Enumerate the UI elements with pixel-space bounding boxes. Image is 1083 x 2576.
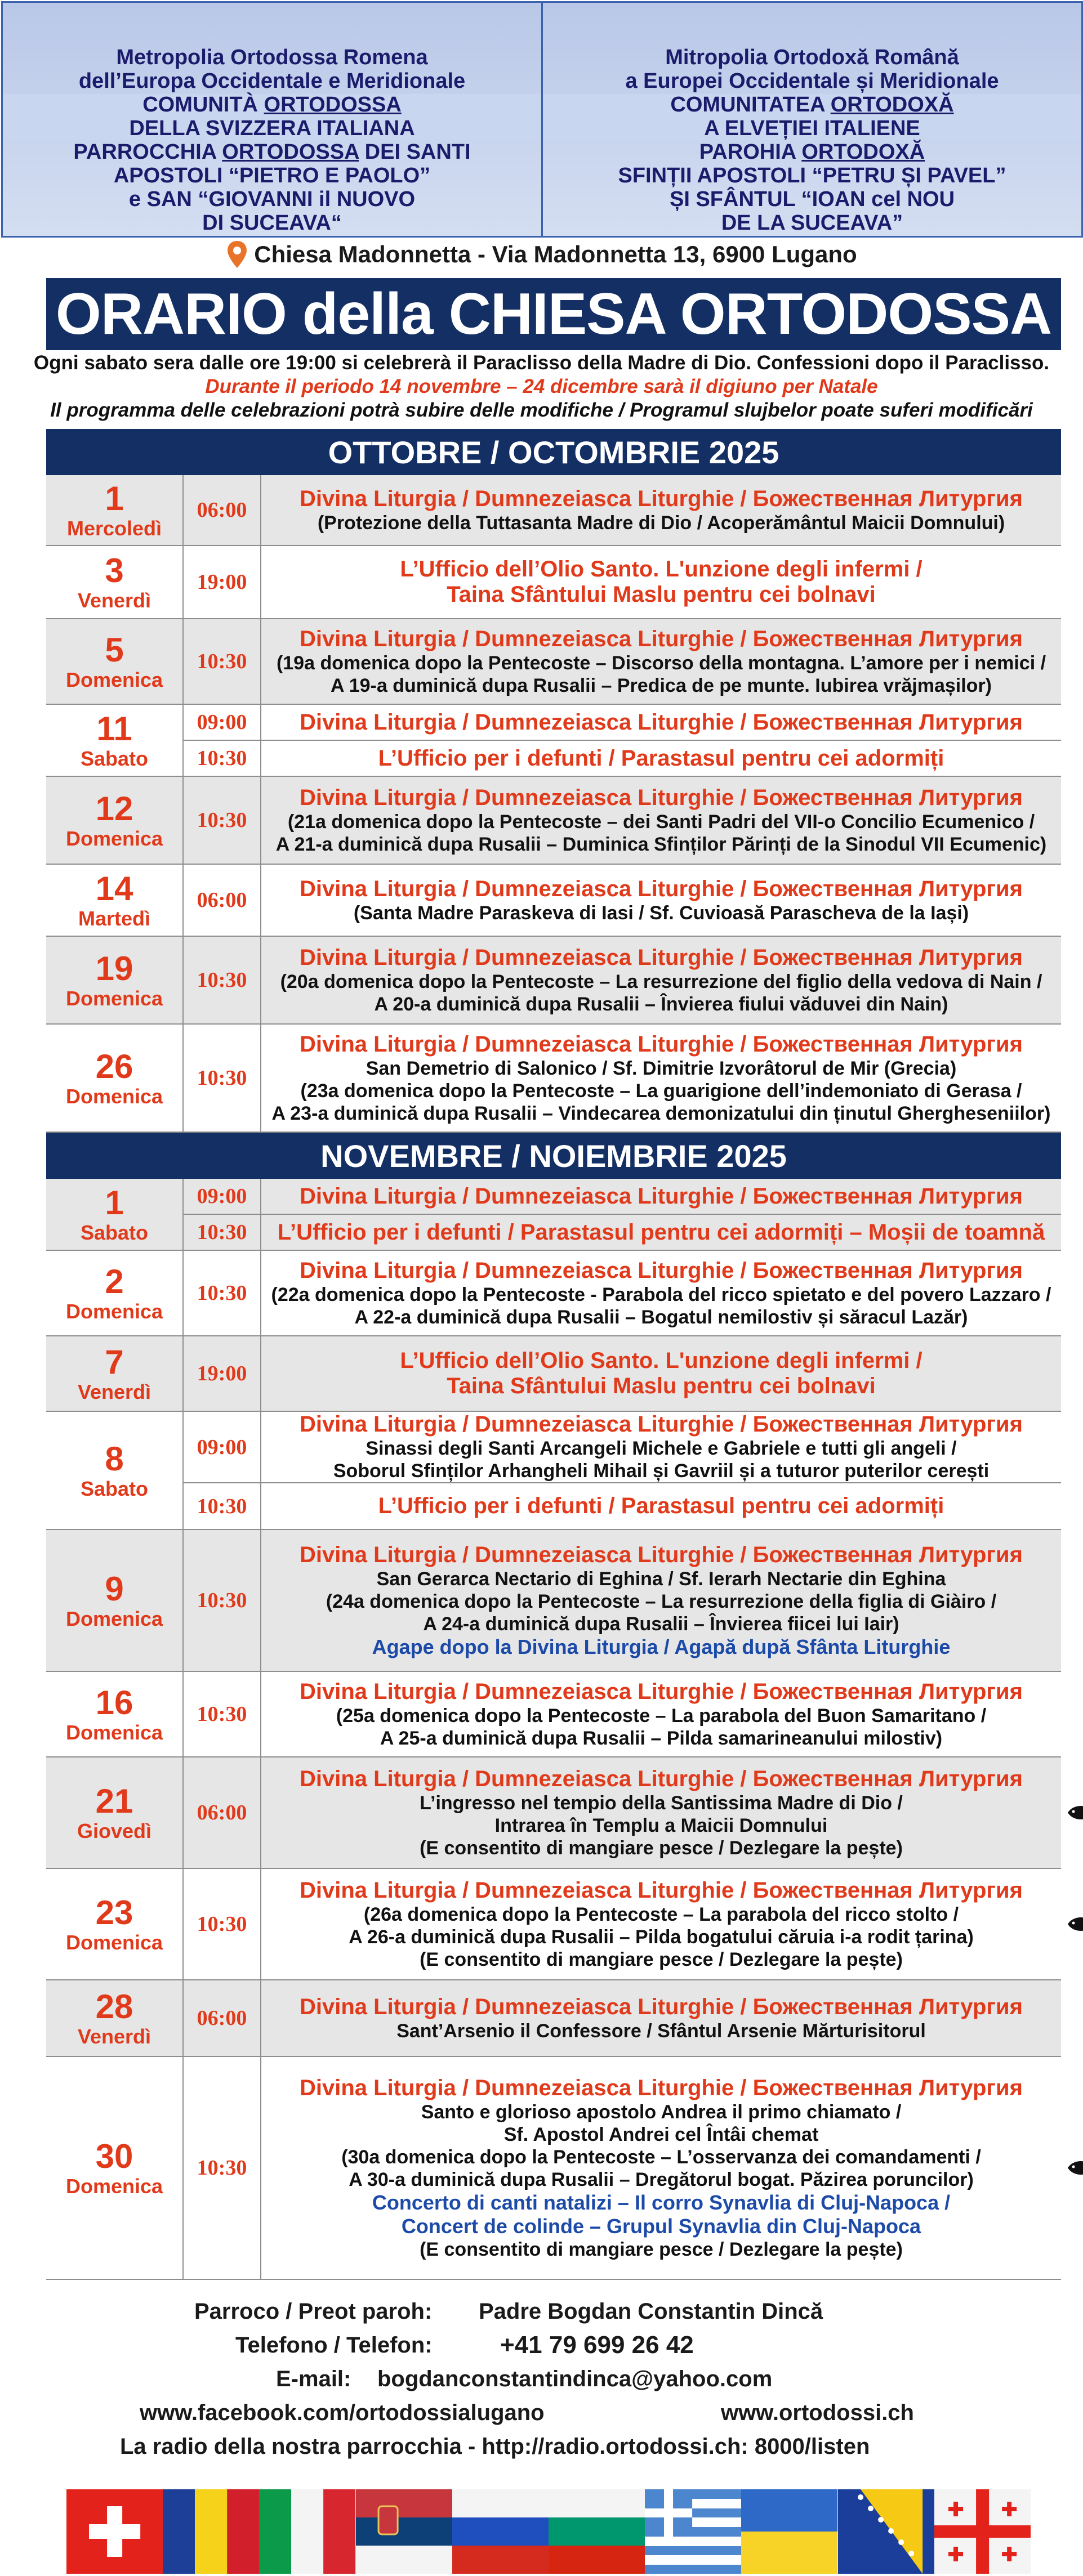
service-description <box>261 619 1061 704</box>
service-row <box>184 1980 1061 2056</box>
date-cell <box>46 865 184 936</box>
service-row <box>184 777 1061 864</box>
service-line: San Gerarca Nectario di Eghina / Sf. Ierarh Nectarie din Eghina <box>376 1568 946 1590</box>
header-line <box>543 140 1081 164</box>
services-cell <box>184 1179 1061 1250</box>
header-line <box>3 93 541 117</box>
service-row <box>184 1412 1061 1482</box>
service-line: A 23-a duminică dupa Rusalii – Vindecarea demonizatului din ținutul Ghergheseniilor) <box>271 1102 1051 1124</box>
day-number: 21 <box>95 1782 133 1820</box>
header-underlined: ORTODOSSA <box>264 93 402 117</box>
weekday-name: Domenica <box>65 827 163 850</box>
services-cell <box>184 475 1061 545</box>
service-description <box>261 1251 1061 1335</box>
priest-label: Parroco / Preot paroh: <box>194 2299 433 2324</box>
day-row <box>46 777 1061 865</box>
service-description <box>261 705 1061 740</box>
service-description <box>261 937 1061 1023</box>
service-time: 10:30 <box>184 619 261 704</box>
day-number: 19 <box>95 950 133 987</box>
weekday-name: Sabato <box>80 1477 149 1500</box>
weekday-name: Mercoledì <box>66 517 162 540</box>
day-number: 30 <box>95 2137 133 2175</box>
service-time: 10:30 <box>184 937 261 1023</box>
date-cell <box>46 1530 184 1671</box>
service-line: (24a domenica dopo la Pentecoste – La resurrezione della figlia di Giàiro / <box>326 1590 997 1612</box>
fish-icon <box>1066 1914 1083 1937</box>
day-row <box>46 1757 1061 1869</box>
header-line: Mitropolia Ortodoxă Română <box>665 46 959 69</box>
note-paraclisso: Ogni sabato sera dalle ore 19:00 si celebrerà il Paraclisso della Madre di Dio. Confessioni dopo il Paraclisso. <box>33 352 1050 374</box>
services-cell <box>184 1530 1061 1671</box>
services-cell <box>184 1757 1061 1868</box>
email-label: E-mail: <box>276 2367 351 2391</box>
service-time: 09:00 <box>184 705 261 740</box>
date-cell <box>46 1869 184 1979</box>
header-line: DI SUCEAVA“ <box>202 211 342 235</box>
service-line: Agape dopo la Divina Liturgia / Agapă după Sfânta Liturghie <box>372 1635 951 1658</box>
services-cell <box>184 2057 1061 2279</box>
services-cell <box>184 705 1061 776</box>
header-text: COMUNITATEA <box>670 93 831 117</box>
date-cell <box>46 546 184 618</box>
serbia-flag <box>356 2489 452 2574</box>
weekday-name: Martedì <box>78 907 151 930</box>
services-cell <box>184 1025 1061 1132</box>
service-line: A 19-a duminică dupa Rusalii – Predica de pe munte. Iubirea vrăjmașilor) <box>331 674 992 696</box>
day-number: 14 <box>95 870 133 907</box>
services-cell <box>184 1251 1061 1335</box>
service-time: 09:00 <box>184 1179 261 1214</box>
services-cell <box>184 937 1061 1023</box>
service-line: Divina Liturgia / Dumnezeiasca Liturghie / Божественная Литургия <box>300 876 1023 901</box>
header-line: Metropolia Ortodossa Romena <box>116 46 428 69</box>
day-number: 8 <box>105 1440 124 1478</box>
day-row <box>46 1336 1061 1412</box>
service-row <box>184 705 1061 740</box>
weekday-name: Domenica <box>65 1607 163 1630</box>
services-cell <box>184 619 1061 704</box>
georgia-flag <box>934 2489 1031 2574</box>
parish-header <box>1 1 1083 238</box>
service-line: Divina Liturgia / Dumnezeiasca Liturghie / Божественная Литургия <box>300 1877 1023 1903</box>
header-line: e SAN “GIOVANNI il NUOVO <box>128 187 416 211</box>
service-line: Sf. Apostol Andrei cel Întâi chemat <box>503 2123 819 2145</box>
service-description <box>261 777 1061 864</box>
service-line: A 30-a duminică dupa Rusalii – Dregătorul bogat. Păzirea poruncilor) <box>349 2168 974 2190</box>
service-line: Intrarea în Templu a Maicii Domnului <box>494 1814 828 1836</box>
service-line: Divina Liturgia / Dumnezeiasca Liturghie / Божественная Литургия <box>300 945 1023 970</box>
day-row <box>46 619 1061 705</box>
services-cell <box>184 546 1061 618</box>
month-header: NOVEMBRE / NOIEMBRIE 2025 <box>46 1133 1061 1179</box>
services-cell <box>184 1869 1061 1979</box>
service-line: Divina Liturgia / Dumnezeiasca Liturghie / Божественная Литургия <box>300 1679 1023 1704</box>
service-line: Divina Liturgia / Dumnezeiasca Liturghie / Божественная Литургия <box>300 1766 1023 1791</box>
service-line: (22a domenica dopo la Pentecoste - Parabola del ricco spietato e del povero Lazzaro / <box>271 1283 1051 1305</box>
weekday-name: Domenica <box>65 1721 163 1744</box>
header-line: ȘI SFÂNTUL “IOAN cel NOU <box>669 187 955 211</box>
day-number: 5 <box>105 631 124 669</box>
service-line: L’ingresso nel tempio della Santissima Madre di Dio / <box>420 1792 903 1814</box>
day-number: 11 <box>96 710 132 748</box>
day-row <box>46 1251 1061 1336</box>
service-line: Taina Sfântului Maslu pentru cei bolnavi <box>447 1374 876 1398</box>
page-title: ORARIO della CHIESA ORTODOSSA <box>46 278 1061 350</box>
date-cell <box>46 705 184 776</box>
weekday-name: Venerdì <box>77 1380 151 1403</box>
month-header: OTTOBRE / OCTOMBRIE 2025 <box>46 429 1061 475</box>
header-line: SFINȚII APOSTOLI “PETRU ȘI PAVEL” <box>618 164 1006 187</box>
header-line: dell’Europa Occidentale e Meridionale <box>78 69 466 93</box>
service-time: 09:00 <box>184 1412 261 1482</box>
day-number: 2 <box>105 1263 124 1300</box>
header-line: a Europei Occidentale și Meridionale <box>625 69 999 93</box>
service-line: Divina Liturgia / Dumnezeiasca Liturghie / Божественная Литургия <box>300 2075 1023 2100</box>
service-time: 10:30 <box>184 777 261 864</box>
radio-link[interactable]: La radio della nostra parrocchia - http://radio.ortodossi.ch: 8000/listen <box>120 2434 870 2459</box>
service-description <box>261 475 1061 545</box>
date-cell <box>46 1251 184 1335</box>
date-cell <box>46 1757 184 1868</box>
bulgaria-flag <box>549 2489 645 2574</box>
day-number: 23 <box>95 1894 133 1931</box>
date-cell <box>46 619 184 704</box>
phone-label: Telefono / Telefon: <box>235 2333 433 2358</box>
header-text: COMUNITÀ <box>142 93 264 117</box>
switzerland-flag <box>66 2489 163 2574</box>
service-line: L’Ufficio dell’Olio Santo. L'unzione degli infermi / <box>400 557 922 582</box>
date-cell <box>46 1980 184 2056</box>
service-description <box>261 865 1061 936</box>
service-line: Divina Liturgia / Dumnezeiasca Liturghie / Божественная Литургия <box>300 709 1023 735</box>
service-line: L’Ufficio per i defunti / Parastasul pentru cei adormiți <box>378 1493 944 1518</box>
service-time: 06:00 <box>184 1757 261 1868</box>
schedule-notes <box>0 351 1083 422</box>
service-line: (26a domenica dopo la Pentecoste – La parabola del ricco stolto / <box>363 1903 959 1925</box>
service-line: Santo e glorioso apostolo Andrea il primo chiamato / <box>421 2101 902 2123</box>
ukraine-flag <box>741 2489 837 2574</box>
date-cell <box>46 777 184 864</box>
service-line: (19a domenica dopo la Pentecoste – Discorso della montagna. L’amore per i nemici / <box>276 652 1046 674</box>
flags-strip <box>66 2489 1031 2574</box>
header-text: DEI SANTI <box>359 140 471 164</box>
romania-flag <box>163 2489 259 2574</box>
service-description <box>261 1483 1061 1529</box>
weekday-name: Domenica <box>65 987 163 1010</box>
service-line: Sinassi degli Santi Arcangeli Michele e Gabriele e tutti gli angeli / <box>366 1438 957 1459</box>
service-row <box>184 937 1061 1023</box>
weekday-name: Venerdì <box>77 589 151 612</box>
header-text: PARROCCHIA <box>73 140 222 164</box>
service-line: (E consentito di mangiare pesce / Dezlegare la pește) <box>420 1948 903 1970</box>
service-description <box>261 1215 1061 1250</box>
day-row <box>46 1412 1061 1530</box>
service-description <box>261 2057 1061 2279</box>
fish-icon <box>1066 1803 1083 1826</box>
note-fasting: Durante il periodo 14 novembre – 24 dicembre sarà il digiuno per Natale <box>205 375 878 397</box>
service-row <box>184 1336 1061 1411</box>
service-row <box>184 619 1061 704</box>
service-row <box>184 1482 1061 1529</box>
header-underlined: ORTODOXĂ <box>801 140 925 164</box>
day-row <box>46 1672 1061 1757</box>
day-number: 1 <box>105 480 124 517</box>
day-row <box>46 2057 1061 2280</box>
service-time: 10:30 <box>184 1530 261 1671</box>
service-line: (30a domenica dopo la Pentecoste – L’osservanza dei comandamenti / <box>341 2146 981 2168</box>
service-description <box>261 1757 1061 1868</box>
service-time: 06:00 <box>184 475 261 545</box>
service-line: A 21-a duminică dupa Rusalii – Duminica Sfinților Părinți de la Sinodul VII Ecumenic) <box>275 833 1047 855</box>
day-number: 26 <box>95 1048 133 1085</box>
service-line: Divina Liturgia / Dumnezeiasca Liturghie / Божественная Литургия <box>300 626 1023 651</box>
facebook-link[interactable]: www.facebook.com/ortodossialugano <box>140 2400 545 2425</box>
day-number: 28 <box>95 1988 133 2025</box>
service-line: (E consentito di mangiare pesce / Dezlegare la pește) <box>420 1837 903 1859</box>
service-line: (25a domenica dopo la Pentecoste – La parabola del Buon Samaritano / <box>336 1705 987 1727</box>
service-line: Divina Liturgia / Dumnezeiasca Liturghie / Божественная Литургия <box>300 785 1023 810</box>
service-line: L’Ufficio per i defunti / Parastasul pentru cei adormiți – Moșii de toamnă <box>277 1219 1045 1245</box>
service-row <box>184 475 1061 545</box>
service-line: (21a domenica dopo la Pentecoste – dei Santi Padri del VII-o Concilio Ecumenico / <box>287 811 1035 833</box>
website-link[interactable]: www.ortodossi.ch <box>721 2400 914 2425</box>
date-cell <box>46 1412 184 1529</box>
service-time: 10:30 <box>184 1483 261 1529</box>
day-row <box>46 546 1061 619</box>
service-description <box>261 1869 1061 1979</box>
fish-icon <box>1066 2158 1083 2181</box>
service-line: Divina Liturgia / Dumnezeiasca Liturghie / Божественная Литургия <box>300 1994 1023 2019</box>
service-description <box>261 1025 1061 1132</box>
day-number: 12 <box>95 790 133 828</box>
service-row <box>184 2057 1061 2279</box>
day-number: 7 <box>105 1343 124 1381</box>
weekday-name: Sabato <box>80 747 149 770</box>
weekday-name: Domenica <box>65 2175 163 2198</box>
service-line: Concerto di canti natalizi – Il corro Synavlia di Cluj-Napoca / <box>372 2190 951 2214</box>
day-row <box>46 865 1061 937</box>
phone-number: +41 79 699 26 42 <box>500 2331 694 2359</box>
service-row <box>184 740 1061 776</box>
header-line <box>3 140 541 164</box>
service-line: Soborul Sfinților Arhangheli Mihail și Gavriil și a tuturor puterilor cerești <box>333 1460 990 1482</box>
location-text: Chiesa Madonnetta - Via Madonnetta 13, 6900 Lugano <box>254 241 857 267</box>
day-row <box>46 1980 1061 2057</box>
service-description <box>261 1412 1061 1482</box>
services-cell <box>184 1412 1061 1529</box>
service-time: 10:30 <box>184 1672 261 1756</box>
date-cell <box>46 1672 184 1756</box>
day-row <box>46 937 1061 1025</box>
church-location <box>0 238 1083 271</box>
service-line: A 20-a duminică dupa Rusalii – Învierea fiului văduvei din Nain) <box>374 993 948 1015</box>
service-row <box>184 1251 1061 1335</box>
header-line <box>543 93 1081 117</box>
weekday-name: Domenica <box>65 1085 163 1108</box>
day-row <box>46 1179 1061 1251</box>
bosnia-flag <box>838 2489 934 2574</box>
header-underlined: ORTODOSSA <box>222 140 359 164</box>
service-row <box>184 546 1061 618</box>
services-cell <box>184 1672 1061 1756</box>
header-underlined: ORTODOXĂ <box>830 93 954 117</box>
service-line: San Demetrio di Salonico / Sf. Dimitrie Izvorâtorul de Mir (Grecia) <box>366 1057 957 1079</box>
day-number: 16 <box>95 1684 133 1721</box>
service-line: (20a domenica dopo la Pentecoste – La resurrezione del figlio della vedova di Nain / <box>280 971 1042 992</box>
services-cell <box>184 777 1061 864</box>
weekday-name: Giovedì <box>77 1819 152 1842</box>
service-row <box>184 1179 1061 1214</box>
service-line: L’Ufficio per i defunti / Parastasul pentru cei adormiți <box>378 745 944 771</box>
service-time: 19:00 <box>184 546 261 618</box>
day-row <box>46 705 1061 777</box>
weekday-name: Domenica <box>65 1931 163 1954</box>
russia-flag <box>452 2489 549 2574</box>
priest-name: Padre Bogdan Constantin Dincă <box>479 2299 823 2324</box>
service-line: Sant’Arsenio il Confessore / Sfântul Arsenie Mărturisitorul <box>396 2020 926 2042</box>
service-time: 19:00 <box>184 1336 261 1411</box>
date-cell <box>46 937 184 1023</box>
weekday-name: Domenica <box>65 668 163 691</box>
weekday-name: Domenica <box>65 1300 163 1323</box>
header-line: A ELVEȚIEI ITALIENE <box>704 117 920 140</box>
service-row <box>184 1869 1061 1979</box>
weekday-name: Venerdì <box>77 2025 151 2048</box>
service-row <box>184 1025 1061 1132</box>
service-description <box>261 546 1061 618</box>
header-line: APOSTOLI “PIETRO E PAOLO” <box>113 164 431 187</box>
service-description <box>261 741 1061 776</box>
services-cell <box>184 865 1061 936</box>
service-time: 10:30 <box>184 1215 261 1250</box>
day-number: 3 <box>105 552 124 589</box>
service-description <box>261 1336 1061 1411</box>
service-description <box>261 1672 1061 1756</box>
date-cell <box>46 1336 184 1411</box>
date-cell <box>46 1179 184 1250</box>
header-italian <box>3 3 541 236</box>
service-time: 10:30 <box>184 1869 261 1979</box>
note-changes: Il programma delle celebrazioni potrà subire delle modifiche / Programul slujbelor poate suferi modificări <box>50 399 1033 421</box>
header-romanian <box>541 3 1081 236</box>
day-row <box>46 1869 1061 1980</box>
service-line: Divina Liturgia / Dumnezeiasca Liturghie / Божественная Литургия <box>300 1412 1023 1437</box>
service-row <box>184 1214 1061 1250</box>
service-time: 06:00 <box>184 865 261 936</box>
service-time: 06:00 <box>184 1980 261 2056</box>
service-line: (Protezione della Tuttasanta Madre di Dio / Acoperământul Maicii Domnului) <box>317 512 1005 534</box>
service-line: Divina Liturgia / Dumnezeiasca Liturghie / Божественная Литургия <box>300 486 1023 511</box>
service-row <box>184 1672 1061 1756</box>
header-line: DE LA SUCEAVA” <box>721 211 903 235</box>
service-line: Divina Liturgia / Dumnezeiasca Liturghie / Божественная Литургия <box>300 1031 1023 1057</box>
service-description <box>261 1980 1061 2056</box>
service-time: 10:30 <box>184 1251 261 1335</box>
service-line: (E consentito di mangiare pesce / Dezlegare la pește) <box>420 2238 903 2260</box>
day-number: 1 <box>105 1184 124 1222</box>
service-line: Divina Liturgia / Dumnezeiasca Liturghie / Божественная Литургия <box>300 1183 1023 1209</box>
service-line: A 22-a duminică dupa Rusalii – Bogatul nemilostiv și săracul Lazăr) <box>354 1306 968 1328</box>
date-cell <box>46 2057 184 2279</box>
date-cell <box>46 475 184 545</box>
date-cell <box>46 1025 184 1132</box>
services-cell <box>184 1980 1061 2056</box>
day-row <box>46 1530 1061 1672</box>
schedule-table <box>46 429 1061 2280</box>
greece-flag <box>645 2489 741 2574</box>
day-row <box>46 1025 1061 1133</box>
italy-flag <box>259 2489 355 2574</box>
service-line: (23a domenica dopo la Pentecoste – La guarigione dell’indemoniato di Gerasa / <box>300 1080 1022 1102</box>
service-line: Concert de colinde – Grupul Synavlia din Cluj-Napoca <box>401 2214 921 2238</box>
service-row <box>184 865 1061 936</box>
header-text: PAROHIA <box>699 140 802 164</box>
service-time: 10:30 <box>184 2057 261 2279</box>
location-pin-icon <box>226 240 248 269</box>
weekday-name: Sabato <box>80 1221 149 1244</box>
services-cell <box>184 1336 1061 1411</box>
day-row <box>46 475 1061 546</box>
service-line: (Santa Madre Paraskeva di Iasi / Sf. Cuvioasă Parascheva de la Iași) <box>353 902 969 924</box>
service-description <box>261 1530 1061 1671</box>
service-line: Divina Liturgia / Dumnezeiasca Liturghie / Божественная Литургия <box>300 1258 1023 1283</box>
header-line: DELLA SVIZZERA ITALIANA <box>129 117 415 140</box>
service-description <box>261 1179 1061 1214</box>
service-line: Taina Sfântului Maslu pentru cei bolnavi <box>447 582 876 607</box>
day-number: 9 <box>105 1570 124 1608</box>
service-time: 10:30 <box>184 1025 261 1132</box>
service-line: A 26-a duminică dupa Rusalii – Pilda bogatului căruia i-a rodit țarina) <box>349 1926 974 1948</box>
service-time: 10:30 <box>184 741 261 776</box>
service-line: A 25-a duminică dupa Rusalii – Pilda samarineanului milostiv) <box>380 1727 943 1749</box>
service-line: A 24-a duminică dupa Rusalii – Învierea fiicei lui Iair) <box>423 1613 899 1635</box>
service-row <box>184 1757 1061 1868</box>
email-link[interactable]: bogdanconstantindinca@yahoo.com <box>377 2367 773 2391</box>
service-line: Divina Liturgia / Dumnezeiasca Liturghie / Божественная Литургия <box>300 1542 1023 1567</box>
service-line: L’Ufficio dell’Olio Santo. L'unzione degli infermi / <box>400 1348 922 1373</box>
service-row <box>184 1530 1061 1671</box>
